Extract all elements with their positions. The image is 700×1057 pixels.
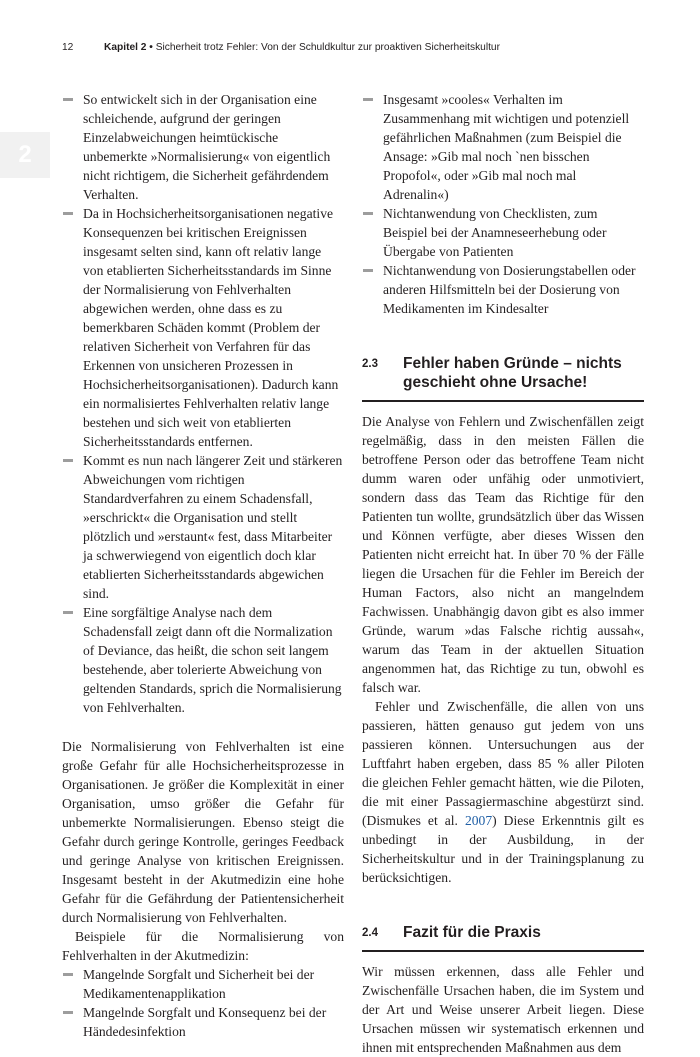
body-paragraph: Die Analyse von Fehlern und Zwischenfällen zeigt regelmäßig, dass in den meisten Fällen die betroffene Person oder das betroffene Team nicht dumm waren oder unfähig oder unmotiviert, sondern dass das Team das Richtige für den Patienten tun wollte, grundsätzlich über das Wissen und Können verfügte, aber dieses Wissen den Patienten nicht erreicht hat. In über 70 % der Fälle liegen die Ursachen für die Fehler im Bereich der Human Factors, also nicht an mangelndem Fachwissen. Unabhängig davon gibt es also immer Gründe, warum »das Falsche richtig aussah«, warum das Team in der aktuellen Situation angenommen hat, das Richtige zu tun, obwohl es falsch war.: [362, 414, 644, 695]
section-number: 2.3: [362, 358, 378, 370]
list-item: Da in Hochsicherheitsorganisationen negative Konsequenzen bei kritischen Ereignissen insgesamt selten sind, kann oft relativ lange von etablierten Sicherheitsstandards im Sinne der Normalisierung von Fehlverhalten abgewichen werden, ohne dass es zu bemerkbaren Schäden kommt (Problem der relativen Sicherheit von Verfahren für das Erkennen von unsicheren Prozessen in Hochsicherheitsorganisationen). Dadurch kann ein normalisiertes Fehlverhalten relativ lange bestehen und sich weit von etablierten Sicherheitsstandards entfernen.: [62, 204, 344, 451]
chapter-label: Kapitel 2 •: [104, 42, 153, 53]
section-divider: [362, 400, 644, 402]
body-paragraph: Fehler und Zwischenfälle, die allen von uns passieren, hätten genauso gut jedem von uns passieren können. Untersuchungen aus der Luftfahrt haben ergeben, dass 85 % aller Piloten die gleichen Fehler gemacht hätten, wie die Piloten, die mit einer Passagiermaschine abgestürzt sind. (Dismukes et al. 2007) Diese Erkenntnis gilt es unbedingt in der Ausbildung, in der Sicherheitskultur und in der Trainingsplanung zu berücksichtigen.: [362, 699, 644, 885]
dash-bullet-icon: [363, 212, 373, 215]
chapter-title: Sicherheit trotz Fehler: Von der Schuldkultur zur proaktiven Sicherheitskultur: [155, 42, 500, 53]
section-title: Fazit für die Praxis: [403, 924, 541, 941]
running-header: [62, 42, 662, 53]
section-2-3: [362, 354, 644, 887]
right-column: [362, 90, 644, 1057]
bullet-list-examples-continued: [362, 90, 644, 318]
section-number: 2.4: [362, 927, 378, 939]
list-item: Nichtanwendung von Dosierungstabellen oder anderen Hilfsmitteln bei der Dosierung von Medikamenten im Kindesalter: [362, 261, 644, 318]
dash-bullet-icon: [63, 212, 73, 215]
dash-bullet-icon: [63, 611, 73, 614]
chapter-tab: 2: [0, 132, 50, 178]
bullet-list-examples: [62, 965, 344, 1041]
list-item: Eine sorgfältige Analyse nach dem Schadensfall zeigt dann oft die Normalization of Deviance, das heißt, die schon seit langem bestehende, aber tolerierte Abweichung von geltenden Standards, sprich die Normalisierung von Fehlverhalten.: [62, 603, 344, 717]
bullet-list-deviance: [62, 90, 344, 717]
section-divider: [362, 950, 644, 952]
list-item: Insgesamt »cooles« Verhalten im Zusammenhang mit wichtigen und potenziell gefährlichen Maßnahmen (zum Beispiel die Ansage: »Gib mal noch `nen bisschen Propofol«, oder »Gib mal noch mal Adrenalin«): [362, 90, 644, 204]
dash-bullet-icon: [63, 973, 73, 976]
dash-bullet-icon: [63, 459, 73, 462]
list-item: Mangelnde Sorgfalt und Sicherheit bei der Medikamentenapplikation: [62, 965, 344, 1003]
section-heading: [362, 354, 644, 392]
dash-bullet-icon: [63, 1011, 73, 1014]
list-item: Kommt es nun nach längerer Zeit und stärkeren Abweichungen vom richtigen Standardverfahren zu einem Schadensfall, »erschrickt« die Organisation und stellt plötzlich und »erstaunt« fest, dass Mitarbeiter ja schwerwiegend von eigentlich doch klar etablierten Sicherheitsstandards abgewichen sind.: [62, 451, 344, 603]
page-number: 12: [62, 42, 74, 53]
list-item: So entwickelt sich in der Organisation eine schleichende, aufgrund der geringen Einzelabweichungen heimtückische unbemerkte »Normalisierung« von eigentlich nicht richtigem, die Sicherheit gefährdendem Verhalten.: [62, 90, 344, 204]
section-title: Fehler haben Gründe – nichts geschieht ohne Ursache!: [403, 355, 622, 391]
citation-link[interactable]: 2007: [464, 813, 493, 828]
list-item: Mangelnde Sorgfalt und Konsequenz bei der Händedesinfektion: [62, 1003, 344, 1041]
dash-bullet-icon: [63, 98, 73, 101]
dash-bullet-icon: [363, 269, 373, 272]
section-2-4: [362, 923, 644, 1057]
body-paragraph: Beispiele für die Normalisierung von Fehlverhalten in der Akutmedizin:: [62, 929, 344, 963]
list-item: Nichtanwendung von Checklisten, zum Beispiel bei der Anamneseerhebung oder Übergabe von Patienten: [362, 204, 644, 261]
body-paragraph: Wir müssen erkennen, dass alle Fehler und Zwischenfälle Ursachen haben, die im System und der Art und Weise unserer Arbeit liegen. Diese Ursachen müssen wir systematisch erkennen und ihnen mit entsprechenden Maßnahmen aus dem: [362, 964, 644, 1055]
dash-bullet-icon: [363, 98, 373, 101]
left-column: [62, 90, 344, 1041]
section-heading: [362, 923, 644, 942]
body-paragraph: Die Normalisierung von Fehlverhalten ist eine große Gefahr für alle Hochsicherheitsprozesse in Organisationen. Je größer die Komplexität in einer Organisation, umso größer die Gefahr für unbemerkte Normalisierungen. Ebenso steigt die Gefahr durch geringe Kontrolle, geringes Feedback und geringe Analyse von kritischen Ereignissen. Insgesamt besteht in der Akutmedizin eine hohe Gefahr für die Gefährdung der Patientensicherheit durch Normalisierung von Fehlverhalten.: [62, 739, 344, 925]
